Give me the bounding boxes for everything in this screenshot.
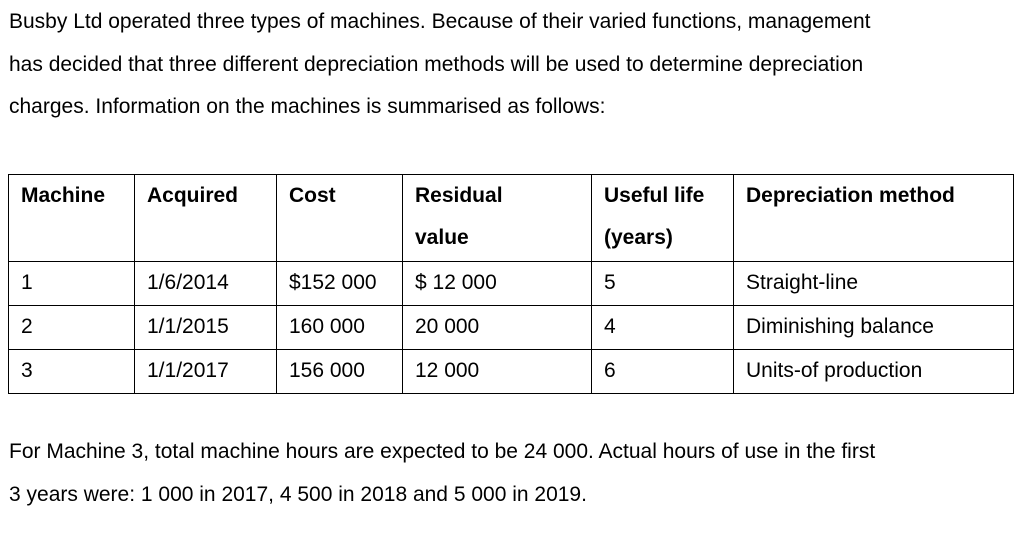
cell-depreciation-method: Diminishing balance	[734, 306, 1014, 350]
header-useful-life: Useful life (years)	[592, 175, 734, 262]
header-cost: Cost	[277, 175, 403, 262]
table-row	[9, 306, 1014, 350]
machines-table	[8, 174, 1014, 394]
cell-residual-value: 20 000	[403, 306, 592, 350]
cell-depreciation-method: Units-of production	[734, 350, 1014, 394]
cell-acquired: 1/1/2017	[135, 350, 277, 394]
cell-acquired: 1/1/2015	[135, 306, 277, 350]
outro-paragraph	[9, 431, 1019, 516]
header-acquired: Acquired	[135, 175, 277, 262]
intro-line: has decided that three different depreciation methods will be used to determine depreciation	[9, 52, 864, 76]
header-depreciation-method: Depreciation method	[734, 175, 1014, 262]
cell-machine: 2	[9, 306, 135, 350]
cell-machine: 1	[9, 262, 135, 306]
intro-paragraph	[9, 1, 1019, 129]
header-machine: Machine	[9, 175, 135, 262]
outro-line: For Machine 3, total machine hours are expected to be 24 000. Actual hours of use in the first	[9, 440, 876, 463]
cell-useful-life: 6	[592, 350, 734, 394]
outro-line: 3 years were: 1 000 in 2017, 4 500 in 2018 and 5 000 in 2019.	[9, 482, 587, 506]
table-row	[9, 350, 1014, 394]
cell-residual-value: 12 000	[403, 350, 592, 394]
cell-useful-life: 4	[592, 306, 734, 350]
header-residual-value: Residual value	[403, 175, 592, 262]
cell-machine: 3	[9, 350, 135, 394]
table-header-row	[9, 175, 1014, 262]
cell-depreciation-method: Straight-line	[734, 262, 1014, 306]
cell-useful-life: 5	[592, 262, 734, 306]
cell-residual-value: $ 12 000	[403, 262, 592, 306]
cell-cost: 160 000	[277, 306, 403, 350]
intro-line: charges. Information on the machines is summarised as follows:	[9, 95, 606, 118]
intro-line: Busby Ltd operated three types of machines. Because of their varied functions, management	[9, 10, 871, 33]
cell-cost: 156 000	[277, 350, 403, 394]
cell-acquired: 1/6/2014	[135, 262, 277, 306]
table-row	[9, 262, 1014, 306]
cell-cost: $152 000	[277, 262, 403, 306]
